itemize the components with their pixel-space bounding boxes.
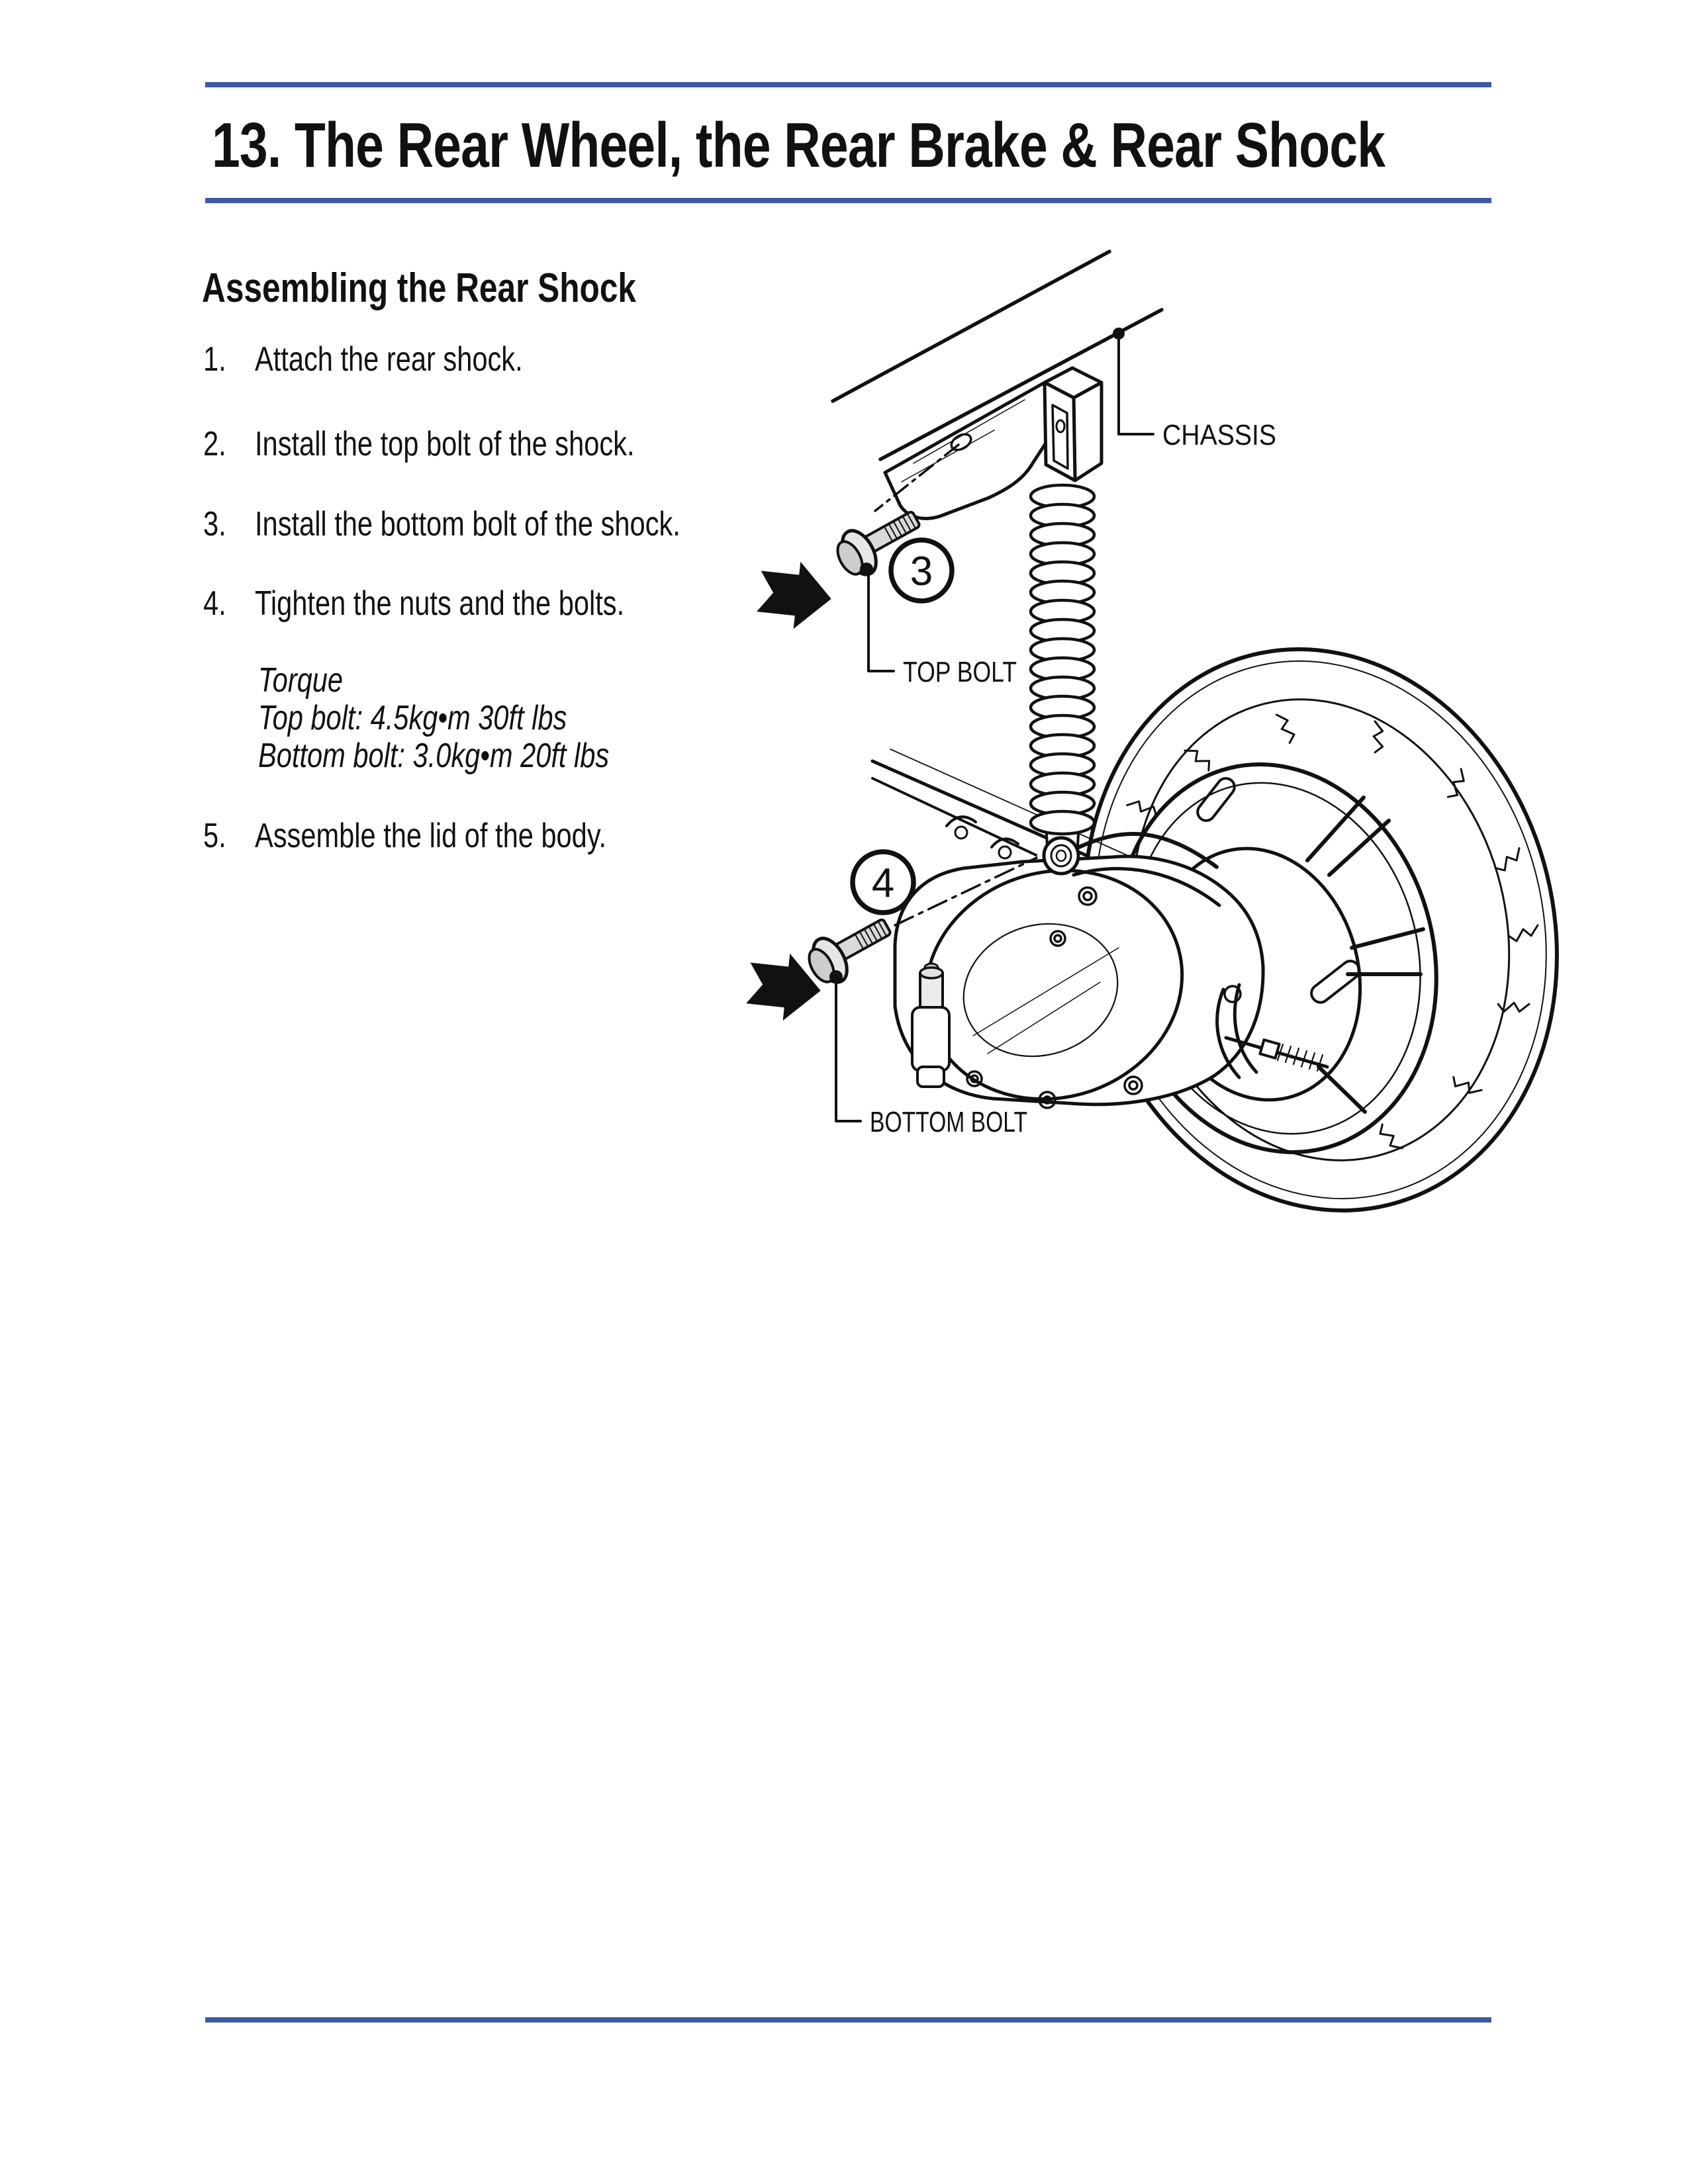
- step-number: 4.: [203, 584, 226, 623]
- step-text: Tighten the nuts and the bolts.: [255, 584, 625, 623]
- top-bolt-label: TOP BOLT: [903, 656, 1017, 688]
- callout-4-number: 4: [871, 860, 895, 906]
- bottom-rule: [205, 2017, 1491, 2023]
- top-rule: [205, 82, 1491, 87]
- bottom-bolt-label: BOTTOM BOLT: [870, 1106, 1027, 1138]
- rear-shock-assembly-diagram: [715, 232, 1622, 1224]
- torque-bottom-bolt-spec: Bottom bolt: 3.0kg•m 20ft lbs: [258, 737, 610, 775]
- insert-direction-arrow-icon: [755, 558, 835, 633]
- step-text: Install the top bolt of the shock.: [255, 425, 635, 463]
- page-title-text: 13. The Rear Wheel, the Rear Brake & Rear Shock: [212, 110, 1385, 181]
- rear-shock-spring: [1031, 485, 1094, 834]
- callout-4: [853, 852, 914, 913]
- torque-title: Torque: [258, 661, 343, 700]
- section-heading: [202, 267, 745, 310]
- title-underline-rule: [205, 198, 1491, 203]
- callout-3-number: 3: [910, 549, 933, 594]
- step-text: Attach the rear shock.: [255, 340, 523, 379]
- step-number: 5.: [203, 817, 226, 855]
- step-number: 2.: [203, 425, 226, 463]
- step-text: Assemble the lid of the body.: [255, 817, 607, 855]
- chassis-label: CHASSIS: [1162, 419, 1276, 451]
- step-number: 1.: [203, 340, 226, 379]
- step-number: 3.: [203, 505, 226, 543]
- callout-3: [891, 540, 952, 601]
- step-text: Install the bottom bolt of the shock.: [255, 505, 680, 543]
- section-heading-text: Assembling the Rear Shock: [202, 265, 637, 311]
- page-title: [212, 110, 1678, 181]
- torque-note: [258, 662, 697, 775]
- torque-top-bolt-spec: Top bolt: 4.5kg•m 30ft lbs: [258, 699, 567, 737]
